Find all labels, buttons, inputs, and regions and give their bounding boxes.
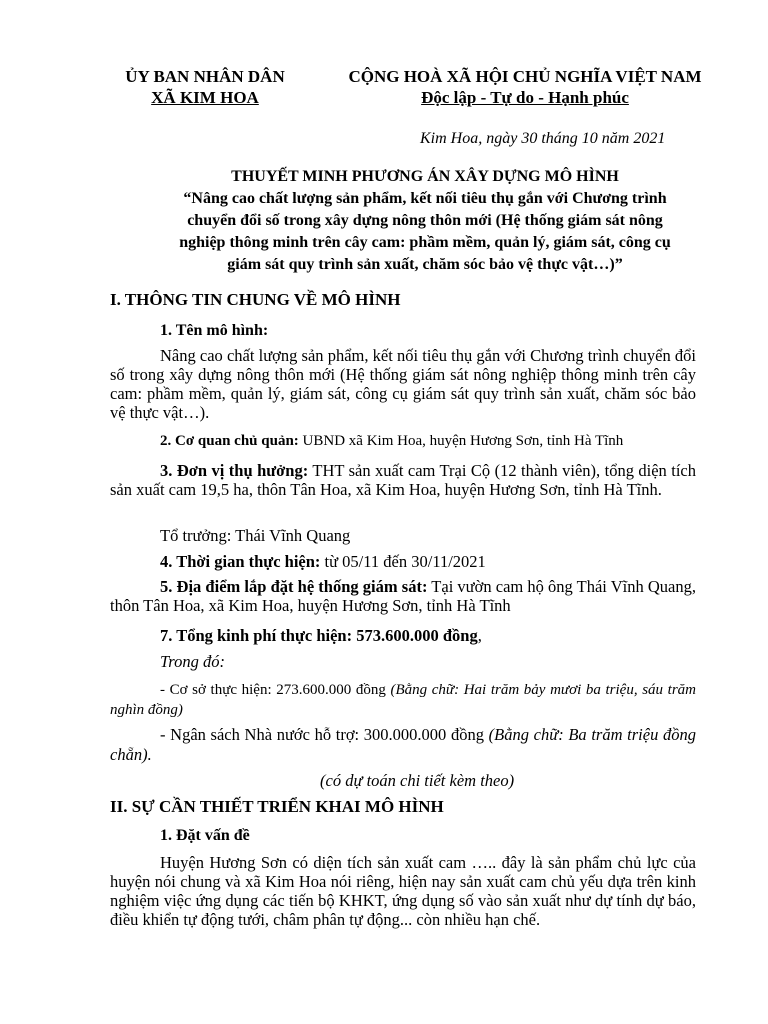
section1-item5 [110, 577, 696, 615]
item3-label: 3. Đơn vị thụ hưởng: [160, 461, 309, 480]
title-line4: nghiệp thông minh trên cây cam: phầm mềm, quản lý, giám sát, công cụ [179, 234, 671, 251]
issuer-line2: XÃ KIM HOA [151, 88, 259, 107]
motto: Độc lập - Tự do - Hạnh phúc [421, 88, 629, 107]
estimate-note: (có dự toán chi tiết kèm theo) [320, 771, 515, 790]
section2-heading: II. SỰ CẦN THIẾT TRIỂN KHAI MÔ HÌNH [110, 797, 444, 816]
document-title [110, 166, 740, 276]
section1-item2 [160, 433, 623, 450]
item5-label: 5. Địa điểm lắp đặt hệ thống giám sát: [160, 577, 428, 596]
section1-item7 [160, 626, 482, 646]
title-line3: chuyển đổi số trong xây dựng nông thôn mới (Hệ thống giám sát nông [187, 212, 663, 229]
item4-label: 4. Thời gian thực hiện: [160, 552, 321, 571]
section1-item4 [160, 552, 486, 572]
item7-label: 7. Tổng kinh phí thực hiện: 573.600.000 đồng [160, 626, 478, 645]
fund-line1 [110, 680, 696, 720]
section1-heading: I. THÔNG TIN CHUNG VỀ MÔ HÌNH [110, 290, 401, 309]
section1-item1-text: Nâng cao chất lượng sản phẩm, kết nối tiêu thụ gắn với Chương trình chuyển đổi số trong xây dựng nông thôn mới (Hệ thống giám sát nông nghiệp thông minh trên cây cam: phầm mềm, quản lý, giám sát, công cụ giám sát quy trình sản xuất, chăm sóc bảo vệ thực vật…). [110, 346, 696, 422]
section2-item1-heading: 1. Đặt vấn đề [160, 827, 250, 844]
item4-value: từ 05/11 đến 30/11/2021 [320, 552, 486, 571]
national-motto-block [325, 66, 725, 108]
item5-value: Tại vườn cam hộ ông Thái Vĩnh Quang, thôn Tân Hoa, xã Kim Hoa, huyện Hương Sơn, tỉnh Hà Tĩnh [110, 577, 696, 615]
item2-label: 2. Cơ quan chủ quản: [160, 433, 299, 449]
item3-value: THT sản xuất cam Trại Cộ (12 thành viên), tổng diện tích sản xuất cam 19,5 ha, thôn Tân Hoa, xã Kim Hoa, huyện Hương Sơn, tỉnh Hà Tĩnh. [110, 461, 696, 499]
section1-item3 [110, 461, 696, 499]
fund2-prefix: - Ngân sách Nhà nước hỗ trợ: 300.000.000 đồng [160, 725, 489, 744]
item7-tail: , [477, 626, 482, 645]
trong-do: Trong đó: [160, 652, 225, 671]
fund1-prefix: - Cơ sở thực hiện: 273.600.000 đồng [160, 682, 391, 698]
country-name: CỘNG HOÀ XÃ HỘI CHỦ NGHĨA VIỆT NAM [348, 67, 702, 86]
title-line1: THUYẾT MINH PHƯƠNG ÁN XÂY DỰNG MÔ HÌNH [231, 168, 619, 185]
date-line: Kim Hoa, ngày 30 tháng 10 năm 2021 [420, 130, 666, 147]
issuer-block [110, 66, 300, 108]
title-line2: “Nâng cao chất lượng sản phẩm, kết nối tiêu thụ gắn với Chương trình [183, 190, 667, 207]
title-line5: giám sát quy trình sản xuất, chăm sóc bảo vệ thực vật…)” [227, 256, 623, 273]
issuer-line1: ỦY BAN NHÂN DÂN [125, 67, 285, 86]
fund2-words: (Bằng chữ: Ba trăm triệu đồng chẵn). [110, 725, 697, 764]
fund-line2 [110, 725, 696, 765]
section2-item1-text: Huyện Hương Sơn có diện tích sản xuất cam ….. đây là sản phẩm chủ lực của huyện nói chung và xã Kim Hoa nói riêng, hiện nay sản xuất cam chủ yếu dựa trên kinh nghiệm việc ứng dụng các tiến bộ KHKT, ứng dụng số vào sản xuất như dự tính dự báo, điều khiển tự động tưới, châm phân tự động... còn nhiều hạn chế. [110, 853, 696, 929]
leader-line: Tổ trưởng: Thái Vĩnh Quang [160, 526, 351, 545]
fund1-words: (Bằng chữ: Hai trăm bảy mươi ba triệu, sáu trăm nghìn đồng) [110, 682, 696, 718]
item2-value: UBND xã Kim Hoa, huyện Hương Sơn, tỉnh Hà Tĩnh [298, 433, 624, 449]
section1-item1-heading: 1. Tên mô hình: [160, 322, 269, 339]
